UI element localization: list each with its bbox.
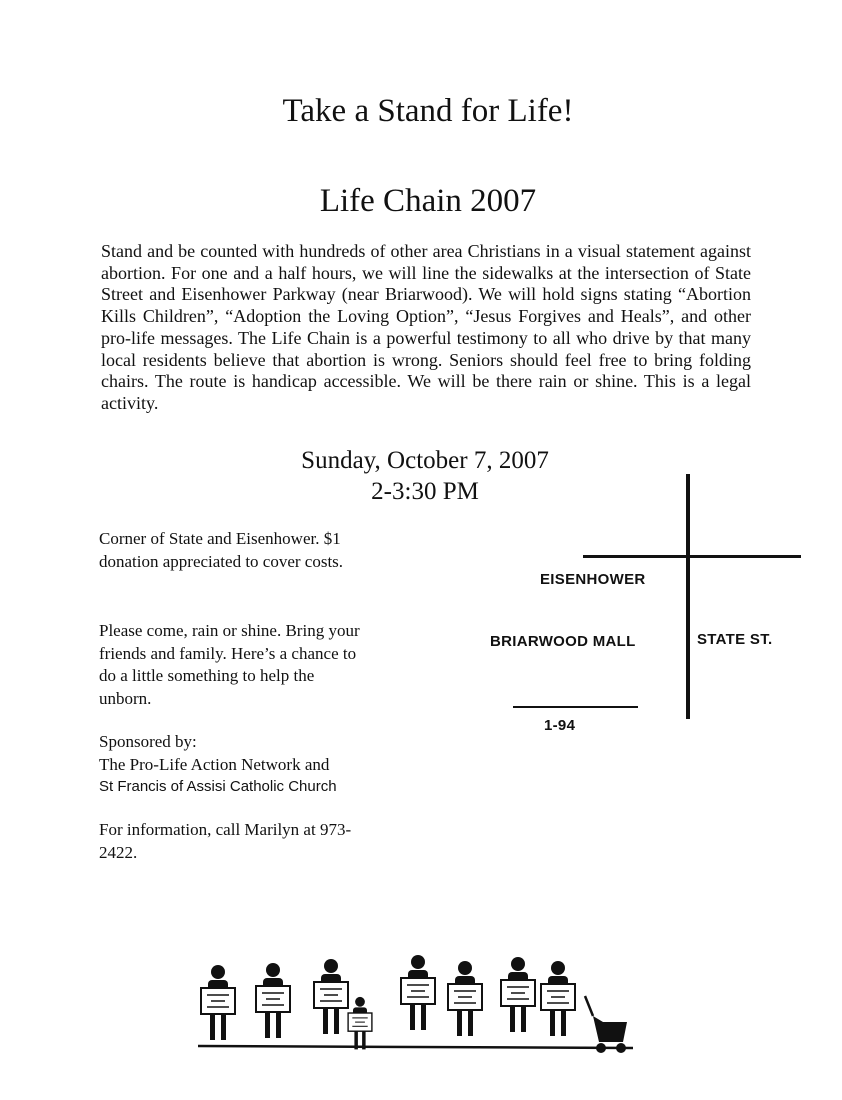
i94-label: 1-94 xyxy=(544,717,576,734)
briarwood-mall-label: BRIARWOOD MALL xyxy=(490,633,636,650)
i94-road xyxy=(513,706,638,708)
event-time: 2-3:30 PM xyxy=(371,478,479,505)
eisenhower-label: EISENHOWER xyxy=(540,571,646,588)
person-figure xyxy=(314,959,348,1034)
sponsor-name: The Pro-Life Action Network and xyxy=(99,754,330,774)
person-figure xyxy=(501,957,535,1032)
person-figure xyxy=(401,955,435,1030)
child-figure xyxy=(348,997,372,1050)
sponsors-block xyxy=(99,731,389,799)
location-paragraph: Corner of State and Eisenhower. $1 donation appreciated to cover costs. xyxy=(99,529,344,571)
person-figure xyxy=(448,961,482,1036)
person-figure xyxy=(256,963,290,1038)
stroller-icon xyxy=(585,996,627,1053)
state-street-road xyxy=(686,474,690,719)
invitation-paragraph: Please come, rain or shine. Bring your friends and family. Here’s a chance to do a little something to help the unborn. xyxy=(99,621,360,708)
ground-line xyxy=(198,1046,633,1048)
person-figure xyxy=(201,965,235,1040)
state-street-label: STATE ST. xyxy=(697,631,773,648)
eisenhower-road xyxy=(583,555,801,558)
event-date: Sunday, October 7, 2007 xyxy=(301,447,549,474)
event-title: Life Chain 2007 xyxy=(319,183,537,219)
person-figure xyxy=(541,961,575,1036)
sponsored-label: Sponsored by: xyxy=(99,732,197,751)
sponsor-name: St Francis of Assisi Catholic Church xyxy=(99,778,337,795)
contact-paragraph: For information, call Marilyn at 973-2422. xyxy=(99,820,352,862)
life-chain-illustration xyxy=(193,928,643,1058)
intro-paragraph: Stand and be counted with hundreds of other area Christians in a visual statement against abortion. For one and a half hours, we will line the sidewalks at the intersection of State Street and Eisenhower Parkway (near Briarwood). We will hold signs stating “Abortion Kills Children”, “Adoption the Loving Option”, “Jesus Forgives and Heals”, and other pro-life messages. The Life Chain is a powerful testimony to all who drive by that many local residents believe that abortion is wrong. Seniors should feel free to bring folding chairs. The route is handicap accessible. We will be there rain or shine. This is a legal activity. xyxy=(101,241,751,413)
page-title: Take a Stand for Life! xyxy=(282,93,574,129)
